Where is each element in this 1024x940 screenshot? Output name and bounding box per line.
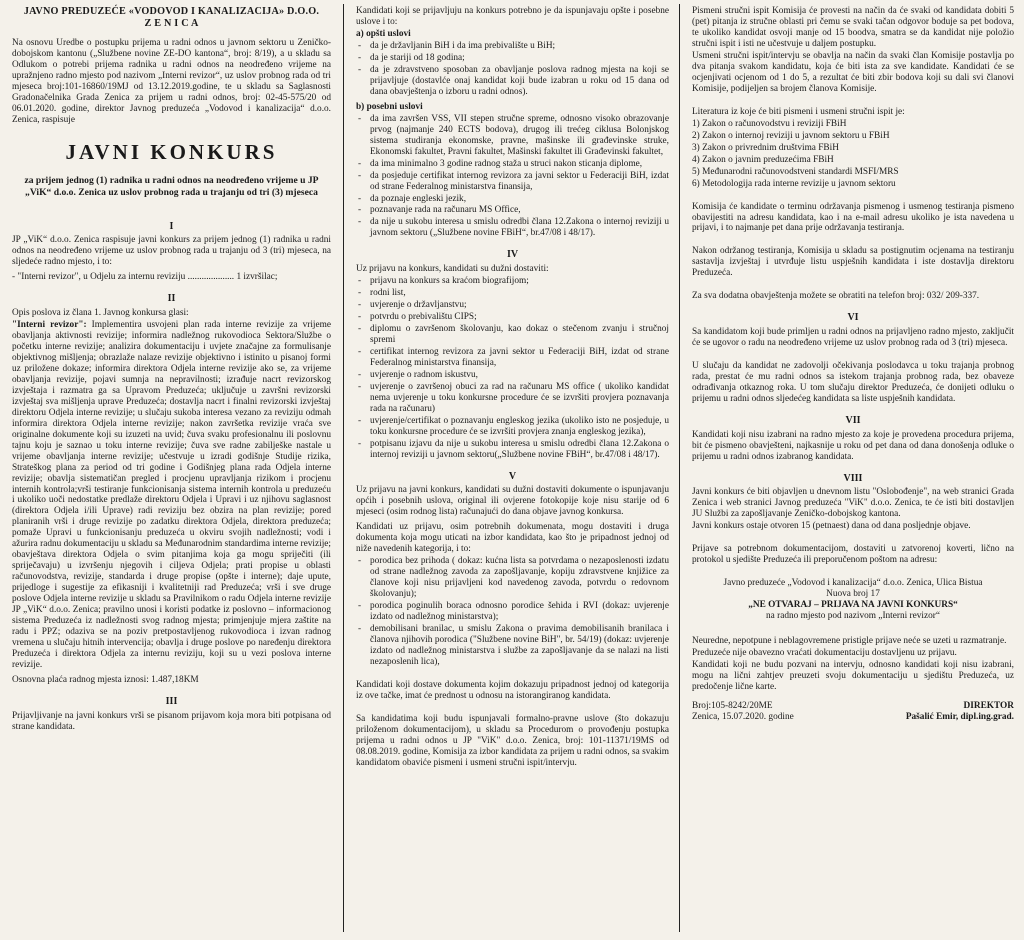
list-item: - potvrdu o prebivalištu CIPS; xyxy=(356,312,669,323)
required-documents-list xyxy=(356,276,669,461)
contact-paragraph: Za sva dodatna obavještenja možete se obratiti na telefon broj: 032/ 209-337. xyxy=(692,291,980,302)
page-subtitle: za prijem jednog (1) radnika u radni odnos na neodređeno vrijeme u JP „ViK“ d.o.o. Zenica uz uslov probnog rada u trajanju od tri (3) mjeseca xyxy=(24,174,319,198)
list-item: 2) Zakon o internoj reviziji u javnom sektoru u FBiH xyxy=(692,130,890,141)
section-4-lead: Uz prijavu na konkurs, kandidati su dužni dostaviti: xyxy=(356,264,549,275)
list-item: - prijavu na konkurs sa kraćom biografijom; xyxy=(356,276,669,287)
section-5-paragraph: Kandidati koji dostave dokumenta kojim dokazuju pripadnost jednoj od kategorija iz ove tačke, imat će prednost u odnosu na istorangiranog kandidata. xyxy=(356,679,669,701)
list-item: - da je državljanin BiH i da ima prebivalište u BiH; xyxy=(356,41,669,52)
company-header xyxy=(12,6,331,30)
salary-text: Osnovna plaća radnog mjesta iznosi: 1.487,18KM xyxy=(12,674,199,685)
section-3-text: Prijavljivanje na javni konkurs vrši se pisanom prijavom koja mora biti potpisana od strane kandidata. xyxy=(12,710,331,732)
list-item: - certifikat internog revizora za javni sektor u Federaciji BiH, izdat od strane Federalnog ministarstva finansija, xyxy=(356,347,669,369)
address-line: Javno preduzeće „Vodovod i kanalizacija“ d.o.o. Zenica, Ulica Bistua xyxy=(723,578,983,589)
section-8-paragraph: Prijave sa potrebnom dokumentacijom, dostaviti u zatvorenoj koverti, lično na protokol u sjedište Preduzeća ili preporučenom poštom na adresu: xyxy=(692,544,1014,566)
envelope-note: „NE OTVARAJ – PRIJAVA NA JAVNI KONKURS“ xyxy=(748,600,958,611)
section-2-lead: Opis poslova iz člana 1. Javnog konkursa glasi: xyxy=(12,308,189,319)
list-item: - da poznaje engleski jezik, xyxy=(356,194,669,205)
exam-paragraph: Usmeni stručni ispit/intervju se obavlja na način da svaki član Komisije postavlja po dva pitanja svakom kandidatu, koja će biti ista za sve kandidate. Kandidati će se ocjenjivati ocjenom od 1 do 5, a rezultat će biti zbir bodova koji su dali svi članovi Komisije, podijeljen sa brojem članova Komisije. xyxy=(692,50,1014,94)
section-number-8: VIII xyxy=(843,472,863,484)
literature-list xyxy=(692,119,1014,190)
list-item: 1) Zakon o računovodstvu i reviziji FBiH xyxy=(692,118,847,129)
director-name: Pašalić Emir, dipl.ing.grad. xyxy=(905,711,1014,722)
list-item: - da je zdravstveno sposoban za obavljanje poslova radnog mjesta na koji se prijavljuje (dostavlće onaj kandidat koji bude izabran u roku od 15 dana od dana obavještenja o izboru u radni odnos). xyxy=(356,65,669,98)
section-5-paragraph: Kandidati uz prijavu, osim potrebnih dokumenata, mogu dostaviti i druga dokumenta koja mogu uticati na izbor kandidata, kao što je pripadnost jednoj od niže navedenih kategorija, i to: xyxy=(356,522,669,555)
general-conditions-list xyxy=(356,41,669,98)
newspaper-page xyxy=(4,4,1020,932)
column-right xyxy=(680,4,1020,932)
list-item: 3) Zakon o privrednim društvima FBiH xyxy=(692,142,839,153)
address-line: Nuova broj 17 xyxy=(826,589,880,600)
list-item: - uvjerenje o završenoj obuci za rad na računaru MS office ( ukoliko kandidat nema uvjerenje u toku konkursne procedure će se izvršiti provjera poznavanja rada na računaru) xyxy=(356,382,669,415)
exam-paragraph: Pismeni stručni ispit Komisija će provesti na način da će svaki od kandidata dobiti 5 (pet) pitanja iz stručne oblasti pri čemu se svaki tačan odgovor boduje sa pet bodova, te ukoliko kandidat osvoji manje od 15 boodva, smatra se da kandidat nije položio stručni ispit i isti ne učestvuje u daljem postupku. xyxy=(692,6,1014,49)
reference-block xyxy=(692,701,794,723)
section-5-paragraph: Uz prijavu na javni konkurs, kandidati su dužni dostaviti dokumente o ispunjavanju općih i posebnih uslova, original ili ovjerene fotokopije koje nisu starije od 6 mjeseci (osim rodnog lista) računajući do dana objave javnog konkursa. xyxy=(356,485,669,518)
special-conditions-list xyxy=(356,114,669,240)
job-description-text: Implementira usvojeni plan rada interne revizije za vrijeme obavljanja aktivnosti revizije; informira nadležnog rukovodioca Sektora/Službe o početku interne revizije; analizira dokumentaciju i uvjete značajne za formulisanje objektivnog mišljenja; obrazlaže nalaze revizije objektivno i istinito u pisanoj formi uz priložene dokaze; informira direktora Odjela interne revizije ako se, za vrijeme obavljanja revizije, pojavi sumnja na nepravilnosti; izrađuje nacrt revizorskog izvještaja i razmatra ga sa Upravom Preduzeća; uključuje u završni revizorski izvještaj sva mišljenja uprave Preduzeća; dostavlja nacrt i finalni revizorski izvještaj direktoru Odjela interne revizije; u slučaju sukoba interesa vezano za reviziju odmah informira direktora Odjela interne revizije; nakon završetka revizije vraća sve originalne dokumente koji su izuzeti na uvid; čuva svaku profesionalnu ili poslovnu tajnu koju je saznao u toku interne revizije; čuva sve radne zabilješke nastale u vrijeme obavljanja interne revizije; učestvuje u izradi godišnje Studije rizika, Strateškog plana za period od tri godine i Godišnjeg plana rada Odjela interne revizije; obavlja sistematičan pregled i procjenu upravljanja rizikom i procjenu internih kontrola;vrši testiranje funkcionisanja sistema internih kontrola u preduzeću i ukoliko uoči nedostatke predlaže direktoru Odjela i Upravi i uz njihovu saglasnost (direktora Odjela i/ili Uprave) radi reviziju bez obzira na plan revizije; pored planiranih vrši i druge revizije po zadatku direktora Odjela, direktora preduzeća; pomaže Upravi u funkcionisanju preduzeća u okviru svojih nadležnosti; vodi i ažurira radnu dokumentaciju u skladu sa Međunarodnim standardima interne revizije; obavještava direktora Odjela o svim pitanjima koja ga mogu spriječiti (ili spriječavaju) u izvršenju njegovih i ciljeva Odjela; prati propise u oblasti računovodstva, revizije, standarda i druge propise (opšte i interne); daje upute, prijedloge i sugestije za efikasniji i kvalitetniji rad Preduzeća; vrši i sve druge poslove Odjela interne revizije u skladu sa Pravilnikom o radu Odjela interne revizije JP „ViK“ d.o.o. Zenica; pravilno unosi i koristi podatke iz poslovno – informacionog sistema Preduzeća iz nadležnosti svog radnog mjesta; primjenjuje mjera zaštite na radu i PPZ; odaziva se na poziv pretpostavljenog rukovodioca i izvan radnog vremena u slučaju hitnih intervencija; obavlja i druge poslove po naređenju direktora Preduzeća i direktora Odjela za internu reviziju, koji su u vezi poslova interne revizije. xyxy=(12,319,331,671)
list-item: - rodni list, xyxy=(356,288,669,299)
intro-paragraph: Na osnovu Uredbe o postupku prijema u radni odnos u javnom sektoru u Zeničko-dobojskom kantonu („Službene novine ZE-DO kantona“, broj: 8/19), a u skladu sa Odlukom o potrebi prijema radnika u radni odnos na neodređeno vrijeme na upražnjeno radno mjesto pod nazivom „Interni revizor“, uz uslov probnog rada od tri mjeseca broj:101-16860/19MJ od 13.12.2019.godine, te u skladu sa Saglasnosti Gradonačelnika Grada Zenica za prijem u radni odnos, broj: 02-45-575/20 od 06.01.2020. godine, direktor Javnog preduzeća „Vodovod i kanalizacija“ d.o.o. Zenica, raspisuje xyxy=(12,38,331,125)
testing-paragraph: Nakon održanog testiranja, Komisija u skladu sa postignutim ocjenama na testiranju sastavlja izvještaj i utvrđuje listu uspješnih kandidata i iste dostavlja direktoru Preduzeća. xyxy=(692,246,1014,279)
section-8-paragraph: Javni konkurs će biti objavljen u dnevnom listu "Oslobođenje", na web stranici Grada Zenica i web stranici Javnog preduzeća "ViK" d.o.o. Zenica, te će isti biti dostavljen JU Službi za zapošljavanje Zeničko-dobojskog kantona. xyxy=(692,487,1014,520)
section-6-paragraph: Sa kandidatom koji bude primljen u radni odnos na prijavljeno radno mjesto, zaključit će se ugovor o radu na neodređeno vrijeme uz uslov probnog rada od 3 (tri) mjeseca. xyxy=(692,327,1014,349)
section-number-6: VI xyxy=(847,312,859,324)
conditions-lead: Kandidati koji se prijavljuju na konkurs potrebno je da ispunjavaju opšte i posebne uslove i to: xyxy=(356,6,669,27)
signature-block xyxy=(692,701,1014,723)
list-item: 4) Zakon o javnim preduzećima FBiH xyxy=(692,154,834,165)
list-item: - uvjerenje o državljanstvu; xyxy=(356,300,669,311)
section-5-paragraph: Sa kandidatima koji budu ispunjavali formalno-pravne uslove (što dokazuju priloženom dokumentacijom), u skladu sa Procedurom o provođenju postupka prijema u radni odnos u JP "ViK" d.o.o. Zenica, broj: 101-11371/19MS od 08.08.2019. godine, Komisija za izbor kandidata za prijem u radni odnos, sa svakim kandidatom obaviće pismeni i usmeni stručni ispit/intervju. xyxy=(356,713,669,768)
list-item: - da ima završen VSS, VII stepen stručne spreme, odnosno visoko obrazovanje prvog (najmanje 240 ECTS bodova), drugog ili trećeg ciklusa Bolonjskog sistema studiranja ekonomske, pravne, mašinske ili građevinske struke, Ekonomski fakultet, Pravni fakultet, Mašinski fakultet ili Građevinski fakultet, xyxy=(356,114,669,158)
page-title: JAVNI KONKURS xyxy=(65,139,278,164)
list-item: - potpisanu izjavu da nije u sukobu interesa u smislu odredbi člana 12.Zakona o internoj reviziji u javnom sektoru(„Službene novine FBiH“, br.47/08 i 48/17). xyxy=(356,439,669,461)
list-item: - uvjerenje o radnom iskustvu, xyxy=(356,370,669,381)
list-item: - poznavanje rada na računaru MS Office, xyxy=(356,205,669,216)
section-number-1: I xyxy=(169,220,174,232)
section-7-paragraph: Kandidati koji nisu izabrani na radno mjesto za koje je provedena procedura prijema, bit će pismeno obavješteni, najkasnije u roku od pet dana od dana donošenja odluke o prijemu u radni odnos izabranog kandidata. xyxy=(692,429,1014,462)
list-item: - da je stariji od 18 godina; xyxy=(356,53,669,64)
section-number-4: IV xyxy=(506,249,519,261)
list-item: - da posjeduje certifikat internog revizora za javni sektor u Federaciji BiH, izdat od strane Federalnog ministarstva finansija, xyxy=(356,171,669,193)
section-6-paragraph: U slučaju da kandidat ne zadovolji očekivanja poslodavca u toku trajanja probnog rada, prestat će mu radni odnos sa istekom trajanja probnog rada, bez obaveze odrađivanja otkaznog roka. U tom slučaju direktor Preduzeća, će donijeti odluku o prijemu u radni odnos sljedećeg kandidata sa liste uspješnih kandidata. xyxy=(692,361,1014,404)
position-item-text: "Interni revizor", u Odjelu za internu reviziju .................... 1 izvršilac; xyxy=(17,272,278,283)
section-8-paragraph: Javni konkurs ostaje otvoren 15 (petnaest) dana od dana posljednje objave. xyxy=(692,521,971,532)
section-number-2: II xyxy=(167,293,176,305)
list-item: 6) Metodologija rada interne revizije u javnom sektoru xyxy=(692,178,896,189)
list-item: - diplomu o završenom školovanju, kao dokaz o stečenom zvanju i stručnoj spremi xyxy=(356,324,669,346)
testing-paragraph: Komisija će kandidate o terminu održavanja pismenog i usmenog testiranja pismeno obavijestiti na adresu kandidata, kao i na e-mail adresu ukoliko je ista navedena u prijavi, i to najmanje pet dana prije održavanja testiranja. xyxy=(692,201,1014,234)
job-title-label: "Interni revizor": xyxy=(12,319,87,330)
column-left xyxy=(4,4,344,932)
list-item: - uvjerenje/certifikat o poznavanju engleskog jezika (ukoliko isto ne posjeduje, u toku konkursne procedure će se izvršiti provjera znanja engleskog jezika), xyxy=(356,416,669,438)
company-name: JAVNO PREDUZEĆE «VODOVOD I KANALIZACIJA» D.O.O. xyxy=(23,6,320,17)
section-1-text: JP „ViK“ d.o.o. Zenica raspisuje javni konkurs za prijem jednog (1) radnika u radni odnos na neodređeno vrijeme uz uslov probnog rada u trajanju od 3 (tri) mjeseca, na sljedeće radno mjesto, i to: xyxy=(12,235,331,268)
list-item: - demobilisani branilac, u smislu Zakona o pravima demobilisanih branilaca i članova njihovih porodica ("Službene novine BiH", br. 54/19) (dokaz: uvjerenje izdato od nadležnog ministarstva i službe za zapošljavanje da se nalazi na listi nezaposlenih lica), xyxy=(356,624,669,668)
column-middle xyxy=(344,4,680,932)
note-paragraph: Neuredne, nepotpune i neblagovremene pristigle prijave neće se uzeti u razmatranje. xyxy=(692,636,1007,647)
list-item: - da ima minimalno 3 godine radnog staža u struci nakon sticanja diplome, xyxy=(356,159,669,170)
section-number-3: III xyxy=(165,695,178,707)
list-item: 5) Međunarodni računovodstveni standardi MSFI/MRS xyxy=(692,166,899,177)
director-title: DIREKTOR xyxy=(963,700,1014,711)
special-conditions-heading: b) posebni uslovi xyxy=(356,101,423,112)
reference-date: Zenica, 15.07.2020. godine xyxy=(692,711,794,722)
section-number-7: VII xyxy=(845,414,861,426)
general-conditions-heading: a) opšti uslovi xyxy=(356,28,411,39)
address-line: na radno mjesto pod nazivom „Interni revizor“ xyxy=(766,611,940,622)
section-number-5: V xyxy=(508,470,517,482)
literature-lead: Literatura iz koje će biti pismeni i usmeni stručni ispit je: xyxy=(692,106,905,117)
reference-number: Broj:105-8242/20ME xyxy=(692,700,773,711)
position-item: - "Interni revizor", u Odjelu za internu reviziju .................... 1 izvršilac; xyxy=(12,272,278,283)
note-paragraph: Preduzeće nije obavezno vraćati dokumentaciju dostavljenu uz prijavu. xyxy=(692,648,957,659)
priority-categories-list xyxy=(356,556,669,668)
company-city: Z E N I C A xyxy=(144,18,199,30)
job-description xyxy=(12,320,331,671)
list-item: - porodica bez prihoda ( dokaz: kućna lista sa potvrdama o nezaposlenosti izdatu od strane nadležnog zavoda za zapošljavanje, kopiju zdravstvene knjižice za članove koji nisu prijavljeni kod navedenog zavoda, potvrdu o redovnom školovanju); xyxy=(356,556,669,600)
note-paragraph: Kandidati koji ne budu pozvani na intervju, odnosno kandidati koji nisu izabrani, mogu na lični zahtjev preuzeti svoju dokumentaciju u sjedištu Preduzeća, uz predočenje lične karte. xyxy=(692,660,1014,692)
list-item: - da nije u sukobu interesa u smislu odredbi člana 12.Zakona o internoj reviziji u javnom sektoru („Službene novine FBiH“, br.47/08 i 48/17). xyxy=(356,217,669,239)
list-item: - porodica poginulih boraca odnosno porodice šehida i RVI (dokaz: uvjerenje izdato od nadležnog ministarstva); xyxy=(356,601,669,623)
mailing-address xyxy=(692,578,1014,622)
director-block xyxy=(906,701,1014,723)
